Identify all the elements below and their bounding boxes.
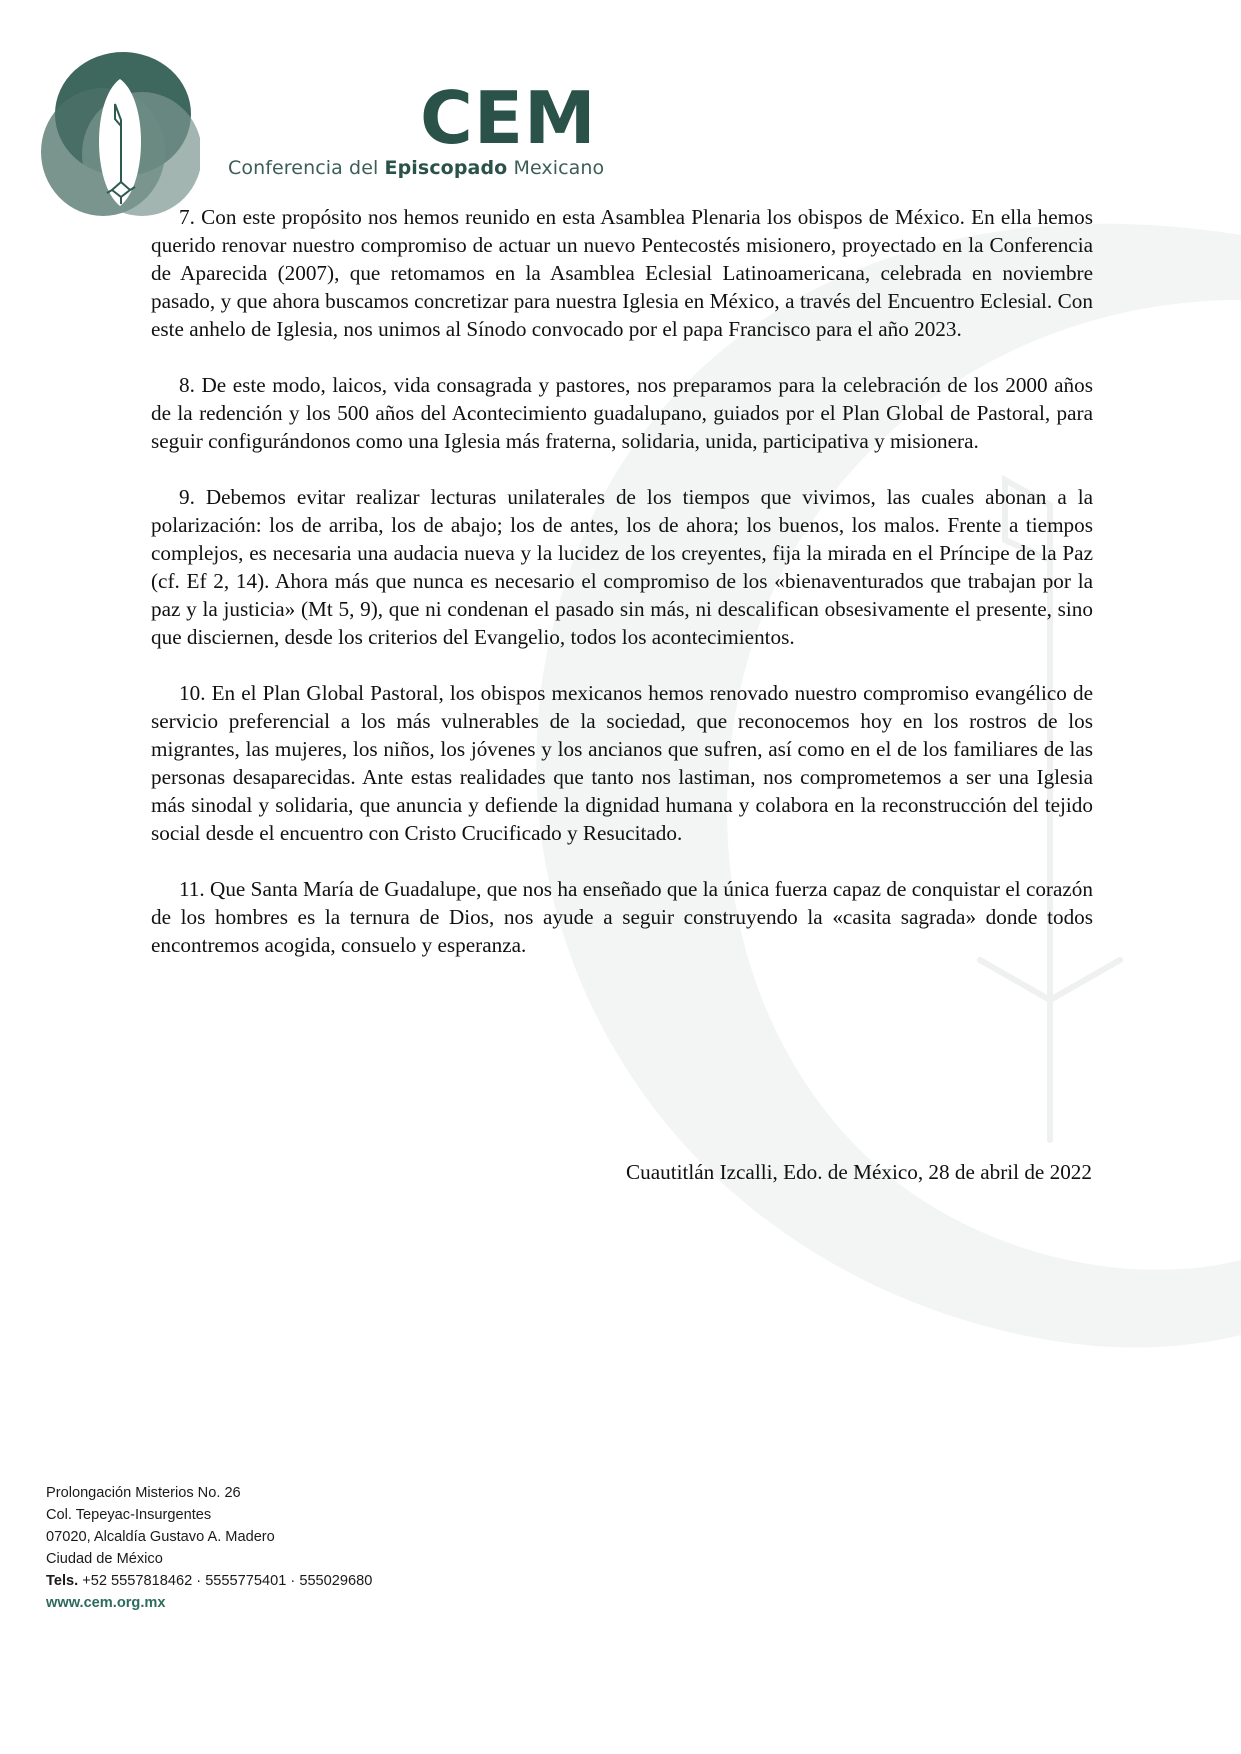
phone-line <box>46 1570 372 1592</box>
place-and-date: Cuautitlán Izcalli, Edo. de México, 28 de abril de 2022 <box>626 1160 1092 1184</box>
address-line-1: Prolongación Misterios No. 26 <box>46 1485 241 1501</box>
logo-acronym: CEM <box>420 76 597 160</box>
tels-value: +52 5557818462 · 5555775401 · 555029680 <box>82 1573 373 1589</box>
paragraph-10: 10. En el Plan Global Pastoral, los obispos mexicanos hemos renovado nuestro compromiso evangélico de servicio preferencial a los más vulnerables de la sociedad, que reconocemos hoy en los rostros de los migrantes, las mujeres, los niños, los jóvenes y los ancianos que sufren, así como en el de los familiares de las personas desaparecidas. Ante estas realidades que tanto nos lastiman, nos comprometemos a ser una Iglesia más sinodal y solidaria, que anuncia y defiende la dignidad humana y colabora en la reconstrucción del tejido social desde el encuentro con Cristo Crucificado y Resucitado. <box>151 681 1093 845</box>
website-link[interactable]: www.cem.org.mx <box>46 1595 166 1611</box>
address-line-2: Col. Tepeyac-Insurgentes <box>46 1507 212 1523</box>
paragraph-8: 8. De este modo, laicos, vida consagrada y pastores, nos preparamos para la celebración de los 2000 años de la redención y los 500 años del Acontecimiento guadalupano, guiados por el Plan Global de Pastoral, para seguir configurándonos como una Iglesia más fraterna, solidaria, unida, participativa y misionera. <box>151 373 1093 453</box>
paragraph-9: 9. Debemos evitar realizar lecturas unilaterales de los tiempos que vivimos, las cuales abonan a la polarización: los de arriba, los de abajo; los de antes, los de ahora; los buenos, los malos. Frente a tiempos complejos, es necesaria una audacia nueva y la lucidez de los creyentes, fija la mirada en el Príncipe de la Paz (cf. Ef 2, 14). Ahora más que nunca es necesario el compromiso de los «bienaventurados que trabajan por la paz y la justicia» (Mt 5, 9), que ni condenan el pasado sin más, ni descalifican obsesivamente el presente, sino que disciernen, desde los criterios del Evangelio, todos los acontecimientos. <box>151 485 1093 649</box>
tels-label: Tels. <box>46 1573 79 1589</box>
address-line-4: Ciudad de México <box>46 1551 163 1567</box>
footer-contact <box>46 1482 372 1614</box>
logo-organization-name <box>228 157 604 179</box>
cem-emblem-icon <box>40 44 200 219</box>
logo-name-bold: Episcopado <box>384 157 508 179</box>
paragraph-11: 11. Que Santa María de Guadalupe, que nos ha enseñado que la única fuerza capaz de conquistar el corazón de los hombres es la ternura de Dios, nos ayude a seguir construyendo la «casita sagrada» donde todos encontremos acogida, consuelo y esperanza. <box>151 877 1093 957</box>
paragraph-7: 7. Con este propósito nos hemos reunido en esta Asamblea Plenaria los obispos de México. En ella hemos querido renovar nuestro compromiso de actuar un nuevo Pentecostés misionero, proyectado en la Conferencia de Aparecida (2007), que retomamos en la Asamblea Eclesial Latinoamericana, celebrada en noviembre pasado, y que ahora buscamos concretizar para nuestra Iglesia en México, a través del Encuentro Eclesial. Con este anhelo de Iglesia, nos unimos al Sínodo convocado por el papa Francisco para el año 2023. <box>151 205 1093 341</box>
address-line-3: 07020, Alcaldía Gustavo A. Madero <box>46 1529 275 1545</box>
logo-name-part2: Mexicano <box>513 157 605 179</box>
document-body <box>151 203 1093 987</box>
logo-name-part1: Conferencia del <box>228 157 379 179</box>
